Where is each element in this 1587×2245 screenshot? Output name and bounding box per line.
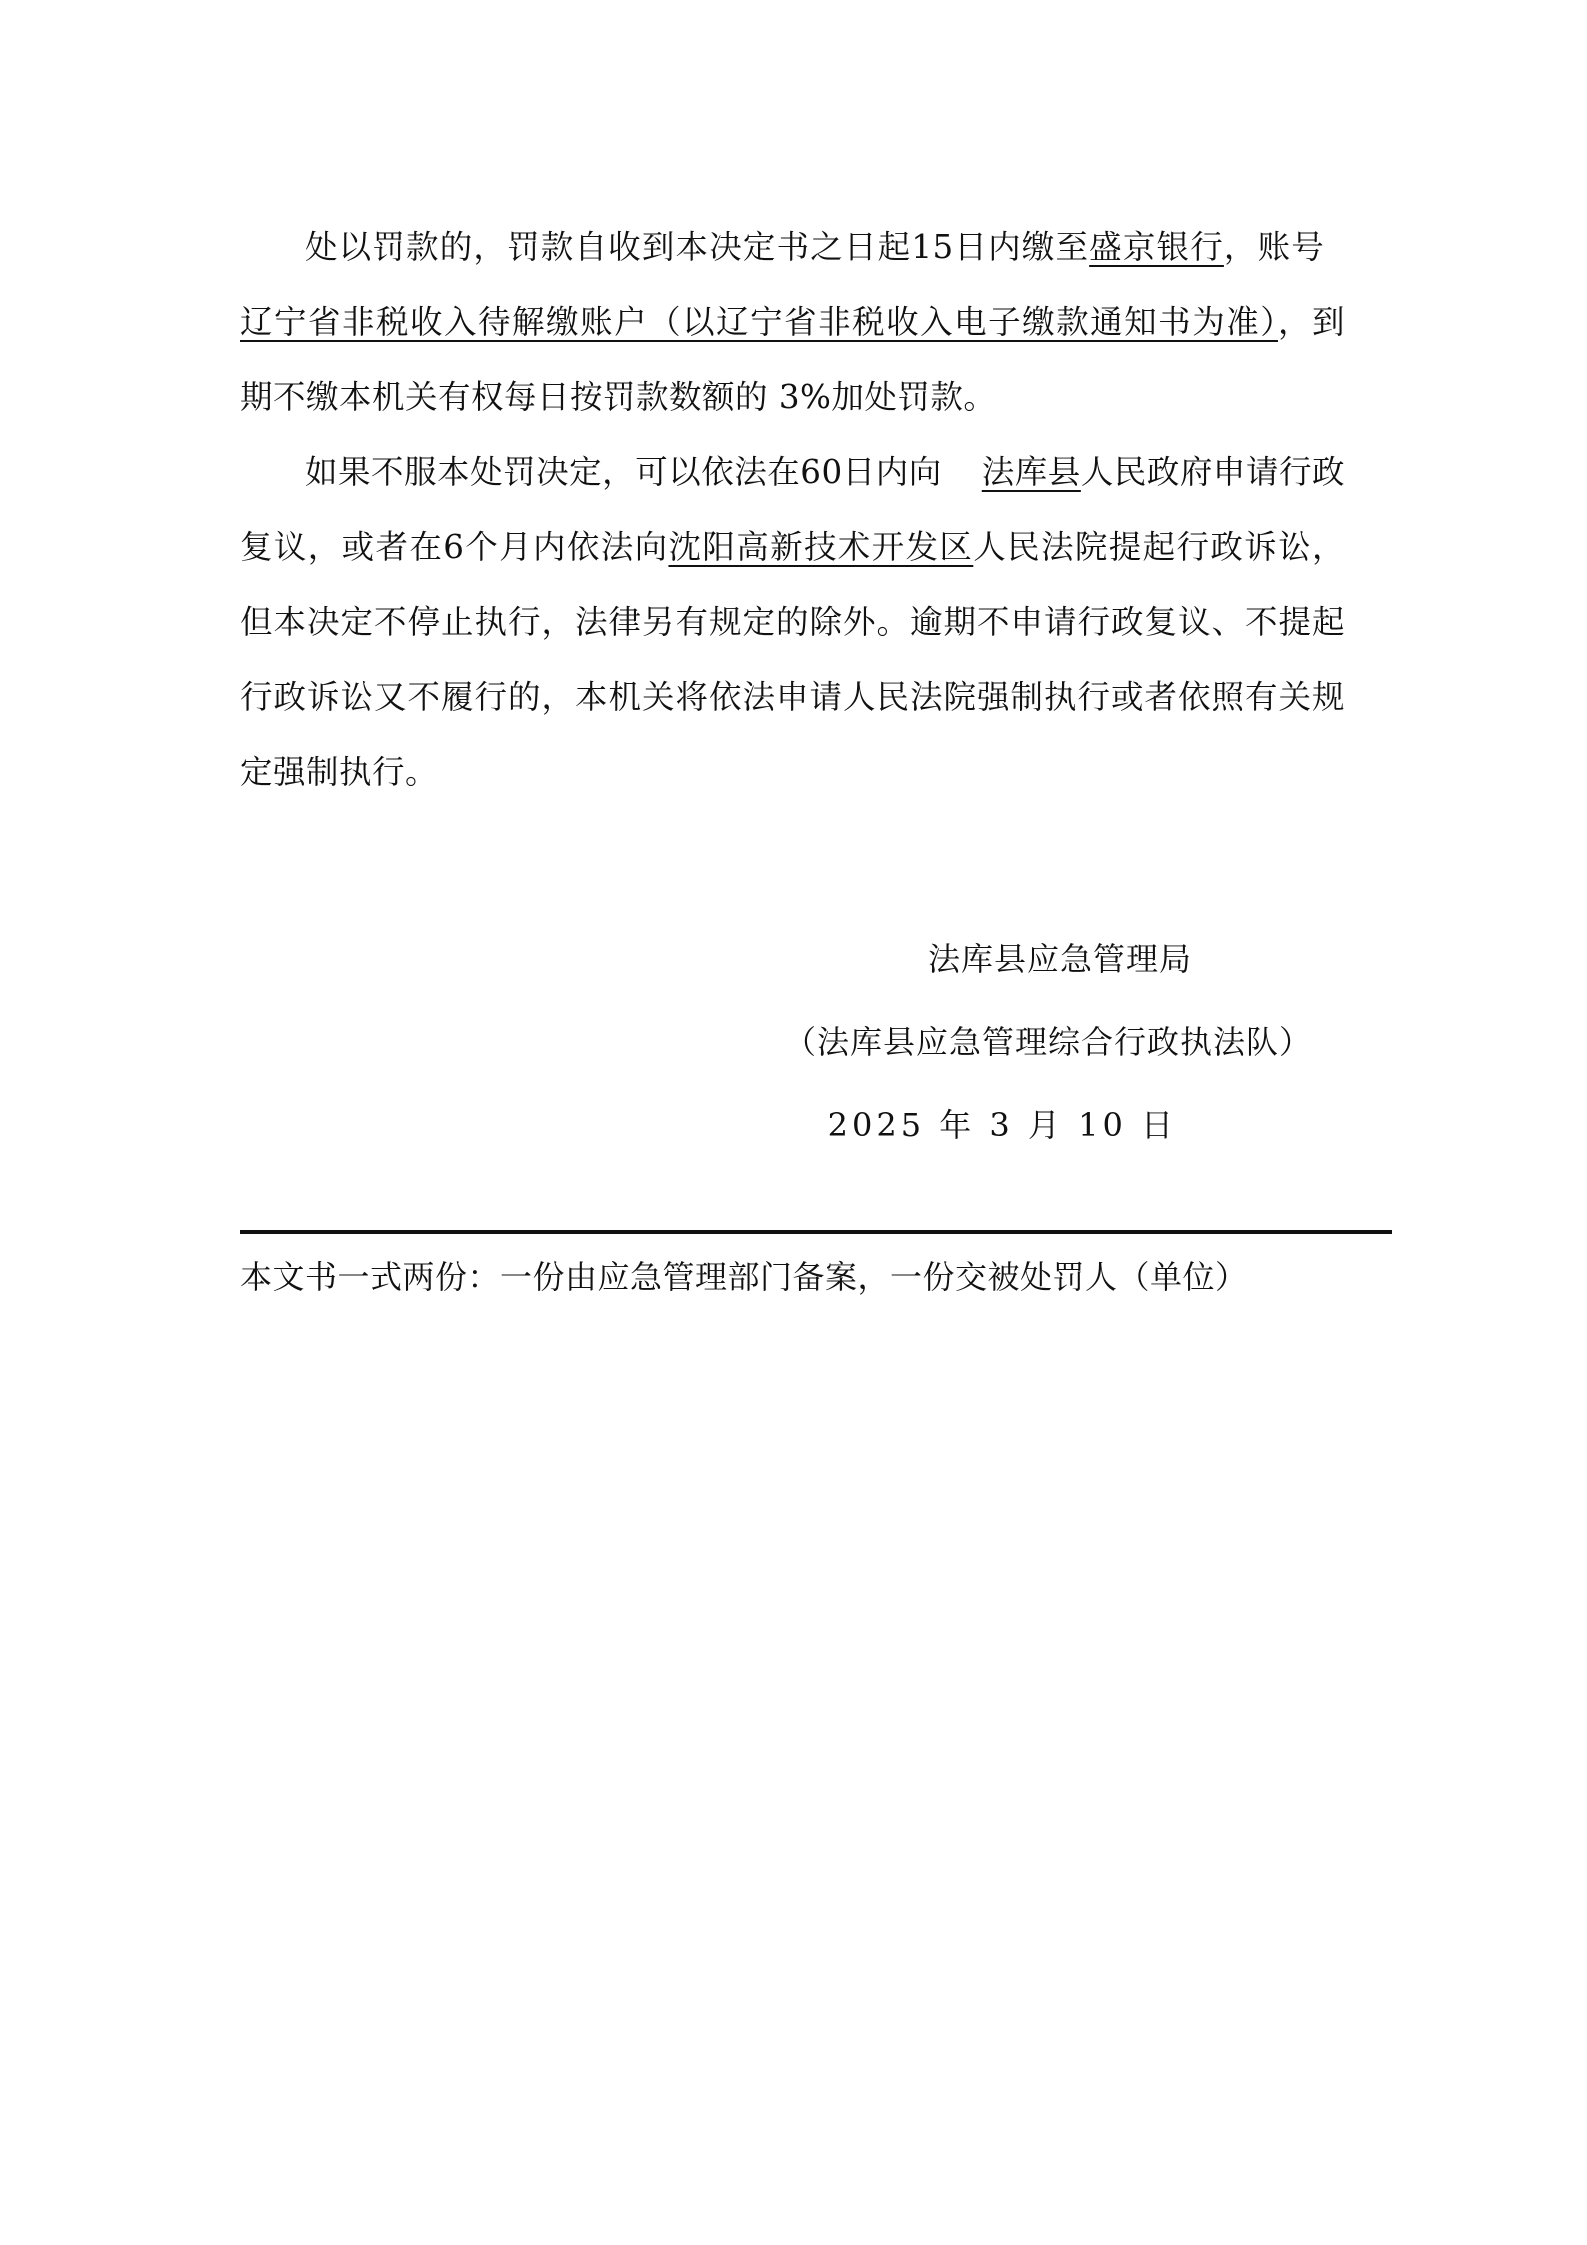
payment-text-b: ，账号 <box>1223 228 1325 266</box>
appeal-text-a: 如果不服本处罚决定，可以依法在60日内向 <box>305 453 942 491</box>
appeal-paragraph <box>240 435 1345 810</box>
footer-divider <box>240 1230 1392 1234</box>
signature-unit: （法库县应急管理综合行政执法队） <box>783 1023 1312 1061</box>
bank-name: 盛京银行 <box>1089 228 1224 266</box>
decision-body <box>240 210 1345 810</box>
payment-text-c: ，到期不缴本机关有权每日按罚款数额的 3%加处罚款。 <box>240 303 1345 416</box>
payment-text-a: 处以罚款的，罚款自收到本决定书之日起15日内缴至 <box>305 228 1090 266</box>
account-text: 辽宁省非税收入待解缴账户（以辽宁省非税收入电子缴款通知书为准） <box>240 303 1278 341</box>
appeal-text-b: 人民政府申请行政复议，或者在6个月内依法向 <box>240 453 1345 566</box>
payment-paragraph <box>240 210 1345 435</box>
appeal-text-c: 人民法院提起行政诉讼，但本决定不停止执行，法律另有规定的除外。逾期不申请行政复议、不提起行政诉讼又不履行的，本机关将依法申请人民法院强制执行或者依照有关规定强制执行。 <box>240 528 1345 791</box>
signature-organization: 法库县应急管理局 <box>927 940 1192 978</box>
review-government <box>942 453 1081 491</box>
footer-note: 本文书一式两份：一份由应急管理部门备案，一份交被处罚人（单位） <box>240 1258 1248 1296</box>
court-zone: 沈阳高新技术开发区 <box>668 528 974 566</box>
review-government-text: 法库县 <box>981 453 1081 491</box>
signature-date: 2025 年 3 月 10 日 <box>827 1106 1177 1144</box>
